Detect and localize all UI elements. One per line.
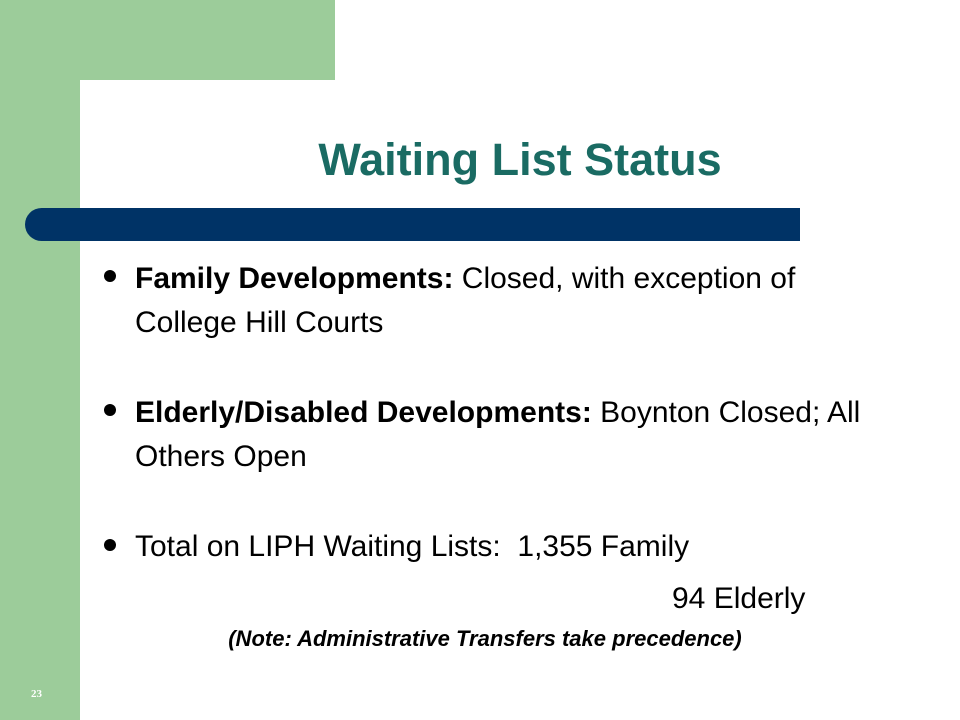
bullet-total: [135, 525, 895, 569]
note-text: (Note: Administrative Transfers take precedence): [228, 626, 742, 651]
page-number: 23: [31, 688, 42, 700]
bullet-text: Total on LIPH Waiting Lists: 1,355 Family: [135, 530, 690, 563]
bullet-dot: [104, 404, 116, 416]
bullet-elderly: [135, 391, 895, 479]
bullet-dot: [104, 539, 116, 551]
bullet-label: Family Developments:: [135, 262, 454, 295]
top-accent-bar: [0, 0, 335, 80]
left-accent-bar: [0, 0, 80, 720]
bullet-label: Elderly/Disabled Developments:: [135, 396, 592, 429]
title-divider: [25, 208, 800, 241]
bullet-text: Boynton Closed; All Others Open: [135, 396, 861, 473]
elderly-count-line: 94 Elderly: [672, 582, 806, 615]
bullet-dot: [104, 270, 116, 282]
slide-title: Waiting List Status: [318, 134, 722, 185]
bullet-family: [135, 257, 895, 345]
bullet-text: Closed, with exception of College Hill Courts: [135, 262, 796, 339]
